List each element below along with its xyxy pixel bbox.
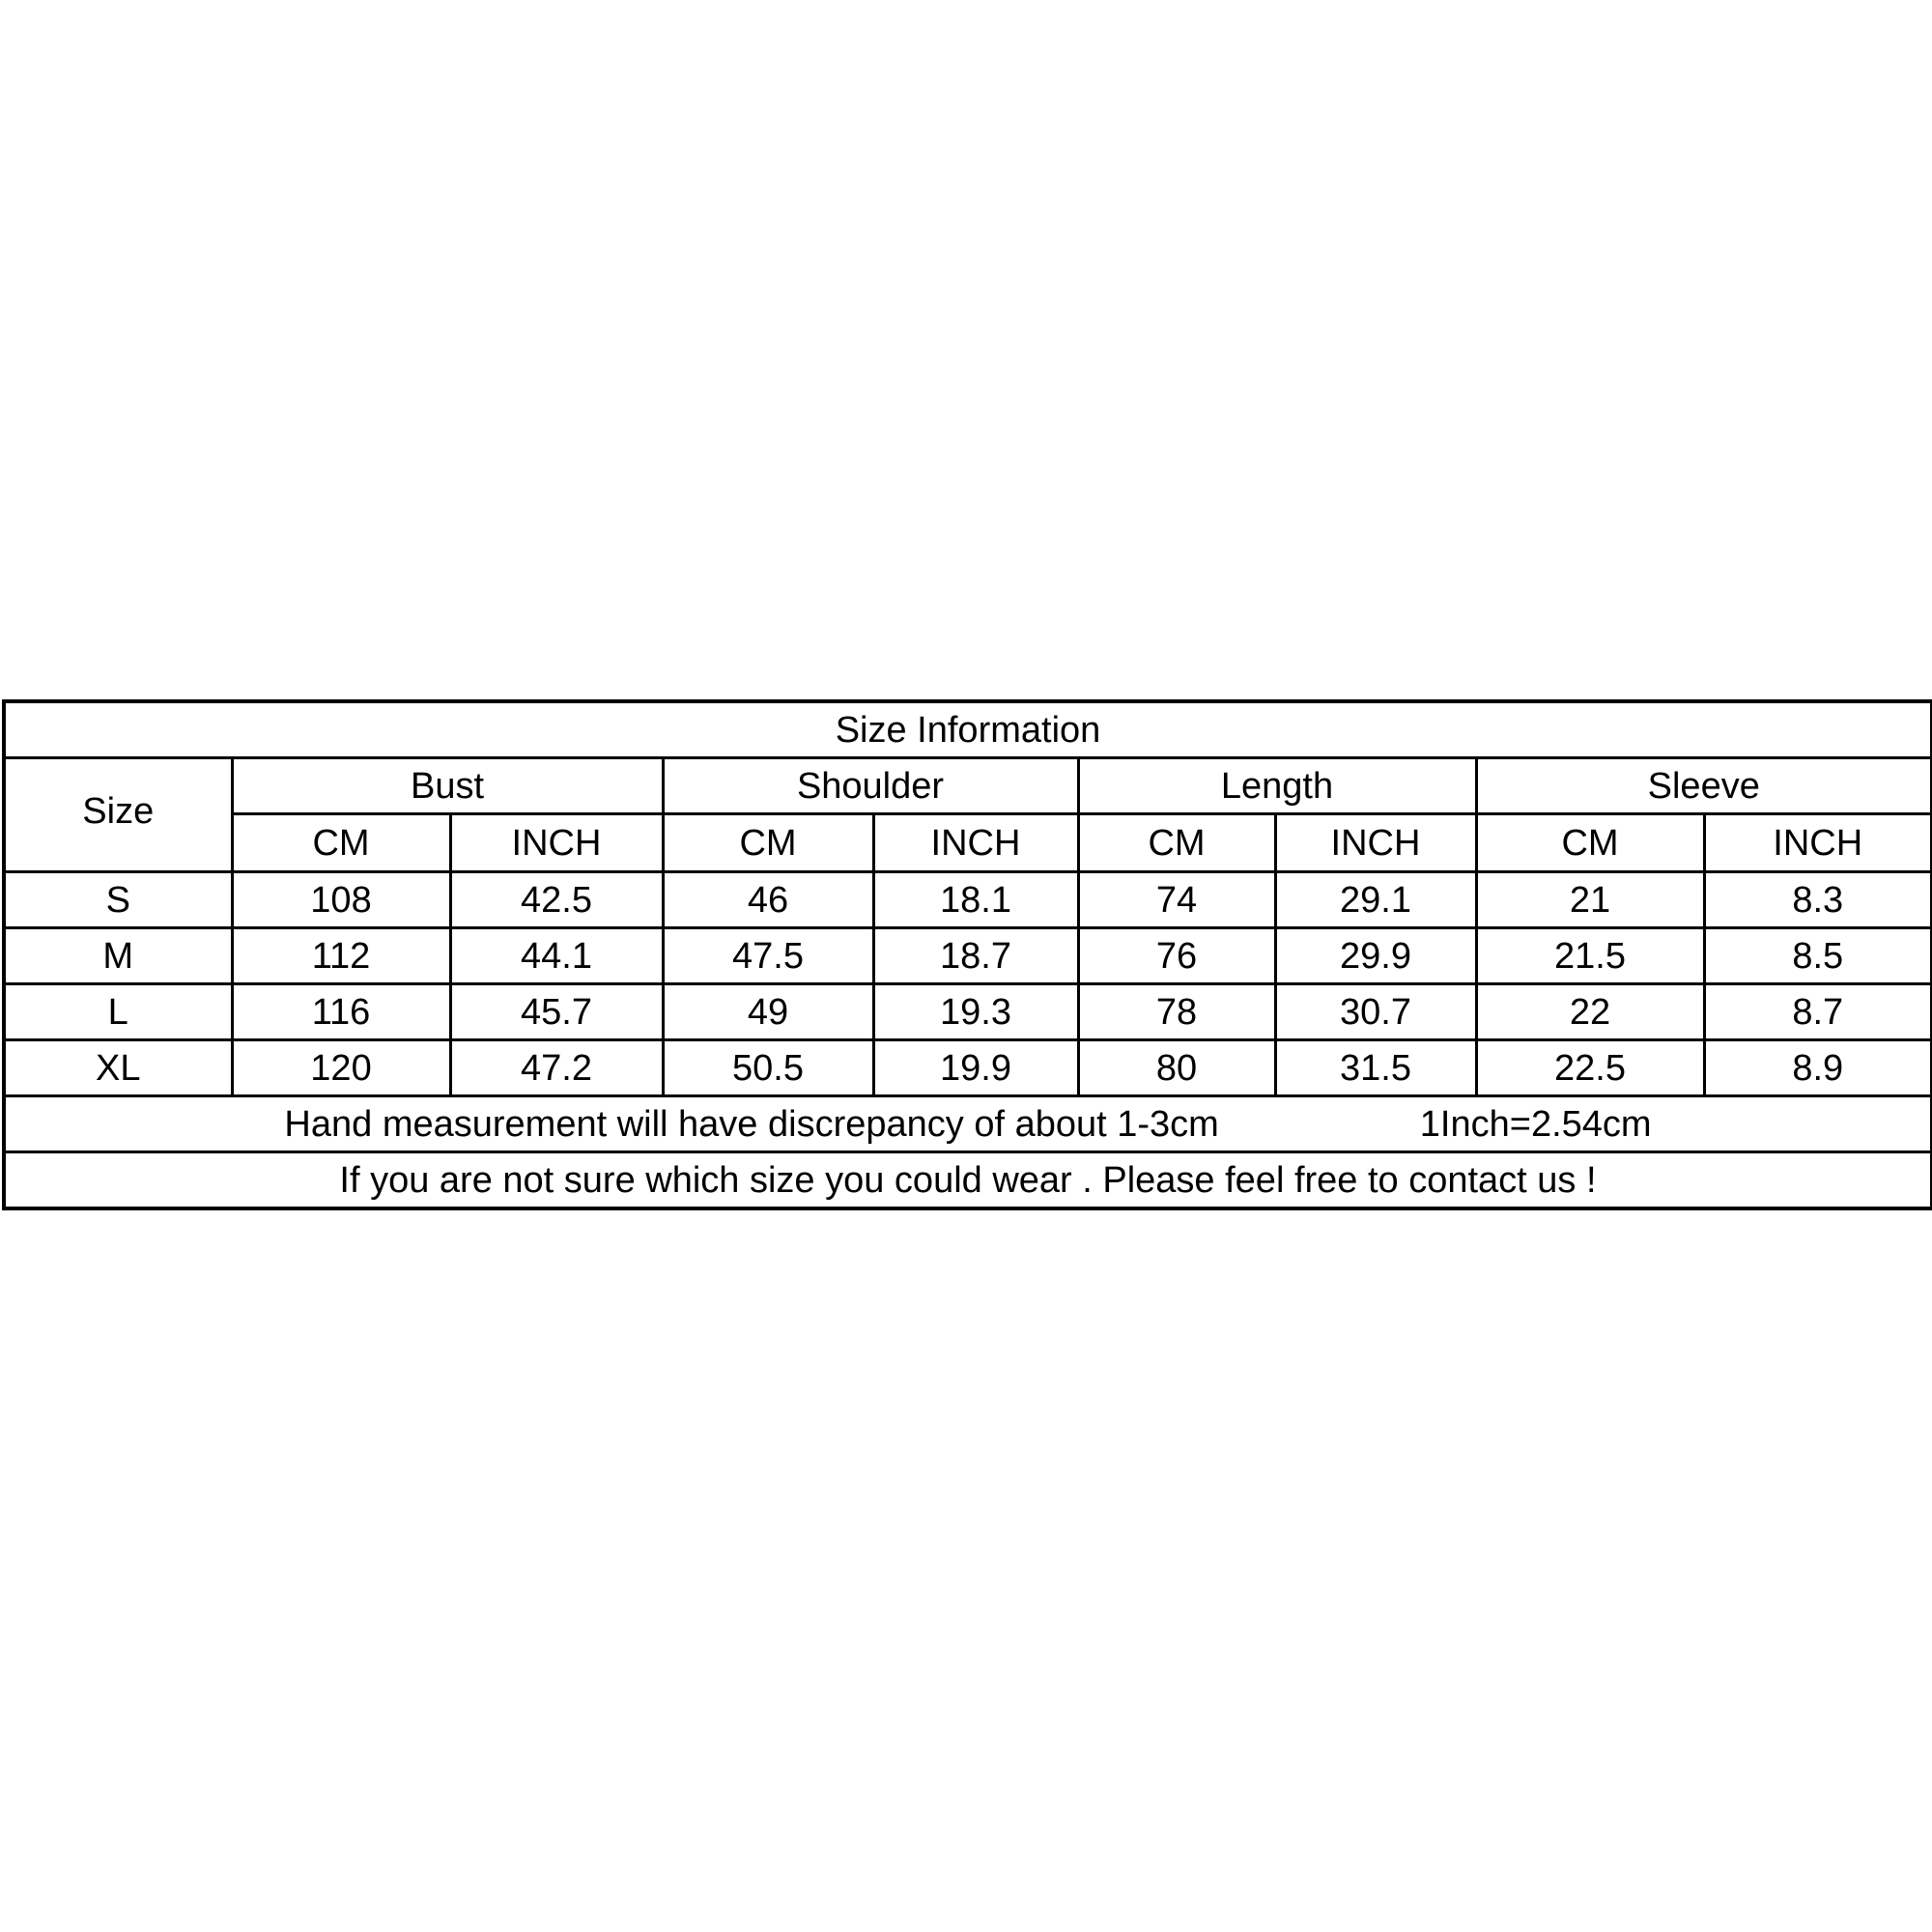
discrepancy-note: Hand measurement will have discrepancy of about 1-3cm bbox=[284, 1103, 1219, 1145]
bust-cm-cell: 120 bbox=[232, 1040, 450, 1096]
bust-inch-cell: 47.2 bbox=[450, 1040, 663, 1096]
unit-header-sleeve-inch: INCH bbox=[1704, 814, 1932, 872]
contact-note-row bbox=[4, 1152, 1932, 1209]
shoulder-inch-cell: 18.1 bbox=[873, 872, 1078, 928]
shoulder-cm-cell: 46 bbox=[663, 872, 873, 928]
group-header-row bbox=[4, 758, 1932, 814]
group-header-bust: Bust bbox=[232, 758, 663, 814]
measurement-note-row bbox=[4, 1096, 1932, 1152]
sleeve-inch-cell: 8.9 bbox=[1704, 1040, 1932, 1096]
length-inch-cell: 31.5 bbox=[1275, 1040, 1476, 1096]
unit-header-sleeve-cm: CM bbox=[1476, 814, 1704, 872]
length-inch-cell: 29.1 bbox=[1275, 872, 1476, 928]
table-title: Size Information bbox=[4, 701, 1932, 758]
sleeve-inch-cell: 8.5 bbox=[1704, 928, 1932, 984]
length-inch-cell: 30.7 bbox=[1275, 984, 1476, 1040]
sleeve-inch-cell: 8.7 bbox=[1704, 984, 1932, 1040]
bust-inch-cell: 44.1 bbox=[450, 928, 663, 984]
size-cell: XL bbox=[4, 1040, 232, 1096]
unit-header-shoulder-cm: CM bbox=[663, 814, 873, 872]
sleeve-cm-cell: 21 bbox=[1476, 872, 1704, 928]
contact-note: If you are not sure which size you could wear . Please feel free to contact us ! bbox=[4, 1152, 1932, 1209]
bust-inch-cell: 42.5 bbox=[450, 872, 663, 928]
table-row bbox=[4, 1040, 1932, 1096]
group-header-shoulder: Shoulder bbox=[663, 758, 1078, 814]
sleeve-cm-cell: 22.5 bbox=[1476, 1040, 1704, 1096]
unit-header-bust-inch: INCH bbox=[450, 814, 663, 872]
length-inch-cell: 29.9 bbox=[1275, 928, 1476, 984]
size-cell: S bbox=[4, 872, 232, 928]
conversion-note: 1Inch=2.54cm bbox=[1419, 1103, 1652, 1145]
size-information-table bbox=[2, 699, 1932, 1210]
bust-cm-cell: 108 bbox=[232, 872, 450, 928]
group-header-length: Length bbox=[1078, 758, 1476, 814]
unit-header-length-cm: CM bbox=[1078, 814, 1275, 872]
shoulder-cm-cell: 50.5 bbox=[663, 1040, 873, 1096]
bust-cm-cell: 112 bbox=[232, 928, 450, 984]
size-column-header: Size bbox=[4, 758, 232, 872]
bust-inch-cell: 45.7 bbox=[450, 984, 663, 1040]
title-row bbox=[4, 701, 1932, 758]
length-cm-cell: 74 bbox=[1078, 872, 1275, 928]
sleeve-cm-cell: 21.5 bbox=[1476, 928, 1704, 984]
length-cm-cell: 80 bbox=[1078, 1040, 1275, 1096]
shoulder-inch-cell: 18.7 bbox=[873, 928, 1078, 984]
shoulder-cm-cell: 49 bbox=[663, 984, 873, 1040]
shoulder-inch-cell: 19.9 bbox=[873, 1040, 1078, 1096]
table-row bbox=[4, 928, 1932, 984]
shoulder-inch-cell: 19.3 bbox=[873, 984, 1078, 1040]
unit-header-shoulder-inch: INCH bbox=[873, 814, 1078, 872]
length-cm-cell: 78 bbox=[1078, 984, 1275, 1040]
measurement-note-cell bbox=[4, 1096, 1932, 1152]
table-row bbox=[4, 872, 1932, 928]
group-header-sleeve: Sleeve bbox=[1476, 758, 1932, 814]
sleeve-cm-cell: 22 bbox=[1476, 984, 1704, 1040]
bust-cm-cell: 116 bbox=[232, 984, 450, 1040]
unit-header-bust-cm: CM bbox=[232, 814, 450, 872]
unit-header-row bbox=[4, 814, 1932, 872]
size-cell: L bbox=[4, 984, 232, 1040]
size-cell: M bbox=[4, 928, 232, 984]
table-row bbox=[4, 984, 1932, 1040]
unit-header-length-inch: INCH bbox=[1275, 814, 1476, 872]
shoulder-cm-cell: 47.5 bbox=[663, 928, 873, 984]
sleeve-inch-cell: 8.3 bbox=[1704, 872, 1932, 928]
length-cm-cell: 76 bbox=[1078, 928, 1275, 984]
